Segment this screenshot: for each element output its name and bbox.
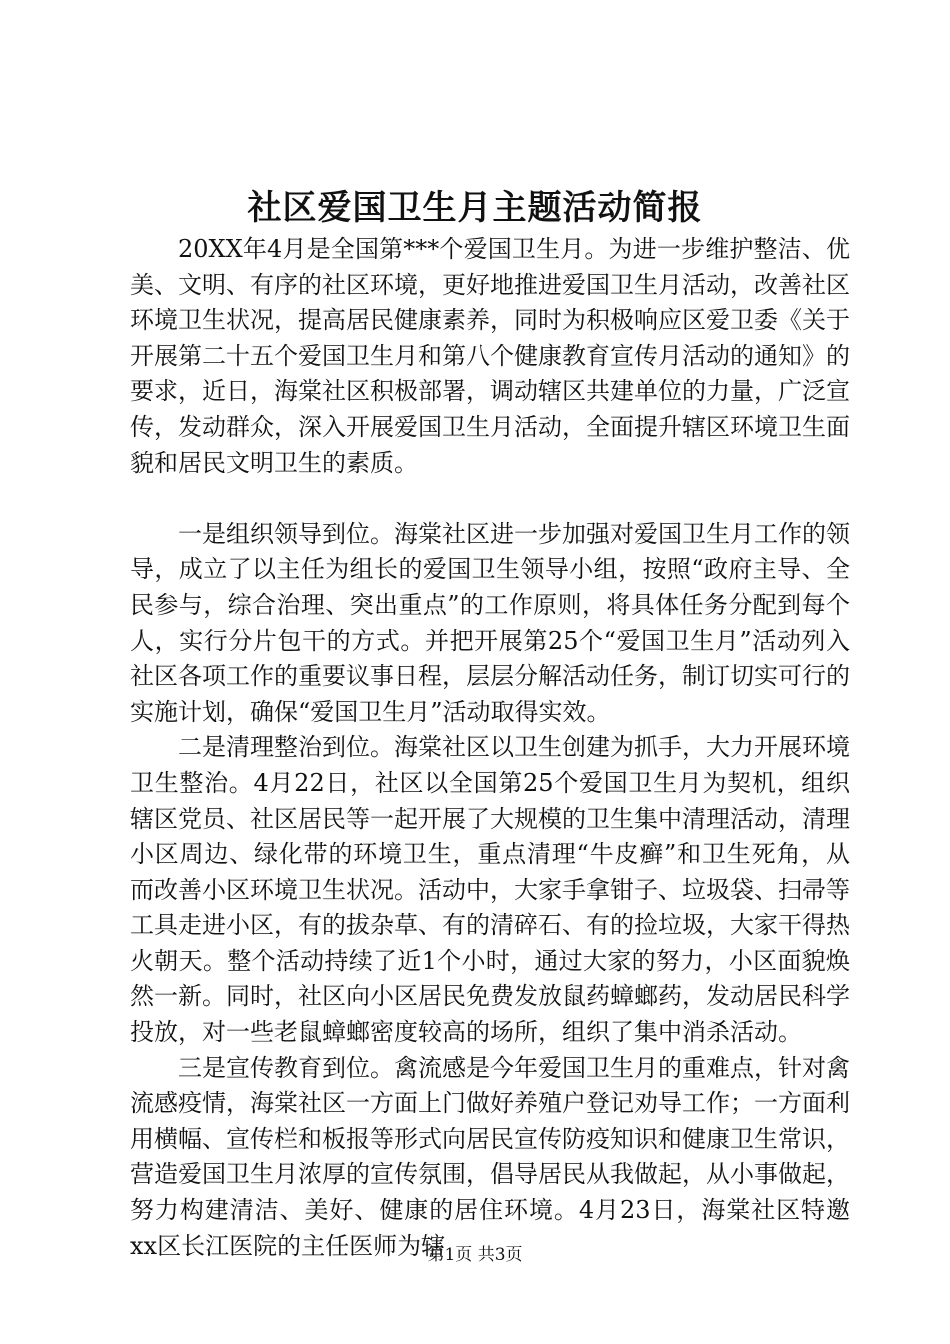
- paragraph-organization: 一是组织领导到位。海棠社区进一步加强对爱国卫生月工作的领导，成立了以主任为组长的爱国卫生领导小组，按照“政府主导、全民参与，综合治理、突出重点”的工作原则，将具体任务分配到每个人，实行分片包干的方式。并把开展第25个“爱国卫生月”活动列入社区各项工作的重要议事日程，层层分解活动任务，制订切实可行的实施计划，确保“爱国卫生月”活动取得实效。: [130, 519, 850, 726]
- document-body: [130, 232, 850, 1264]
- intro-paragraph: 20XX年4月是全国第***个爱国卫生月。为进一步维护整洁、优美、文明、有序的社区环境，更好地推进爱国卫生月活动，改善社区环境卫生状况，提高居民健康素养，同时为积极响应区爱卫委《关于开展第二十五个爱国卫生月和第八个健康教育宣传月活动的通知》的要求，近日，海棠社区积极部署，调动辖区共建单位的力量，广泛宣传，发动群众，深入开展爱国卫生月活动，全面提升辖区环境卫生面貌和居民文明卫生的素质。: [130, 235, 850, 477]
- paragraph-education: 三是宣传教育到位。禽流感是今年爱国卫生月的重难点，针对禽流感疫情，海棠社区一方面上门做好养殖户登记劝导工作；一方面利用横幅、宣传栏和板报等形式向居民宣传防疫知识和健康卫生常识，营造爱国卫生月浓厚的宣传氛围，倡导居民从我做起，从小事做起，努力构建清洁、美好、健康的居住环境。4月23日，海棠社区特邀xx区长江医院的主任医师为辖: [130, 1053, 850, 1260]
- paragraph-cleanup: 二是清理整治到位。海棠社区以卫生创建为抓手，大力开展环境卫生整治。4月22日，社区以全国第25个爱国卫生月为契机，组织辖区党员、社区居民等一起开展了大规模的卫生集中清理活动，清理小区周边、绿化带的环境卫生，重点清理“牛皮癣”和卫生死角，从而改善小区环境卫生状况。活动中，大家手拿钳子、垃圾袋、扫帚等工具走进小区，有的拔杂草、有的清碎石、有的捡垃圾，大家干得热火朝天。整个活动持续了近1个小时，通过大家的努力，小区面貌焕然一新。同时，社区向小区居民免费发放鼠药蟑螂药，发动居民科学投放，对一些老鼠蟑螂密度较高的场所，组织了集中消杀活动。: [130, 733, 850, 1047]
- document-title: 社区爱国卫生月主题活动简报: [247, 188, 703, 228]
- page-number-footer: 第1页 共3页: [427, 1245, 523, 1265]
